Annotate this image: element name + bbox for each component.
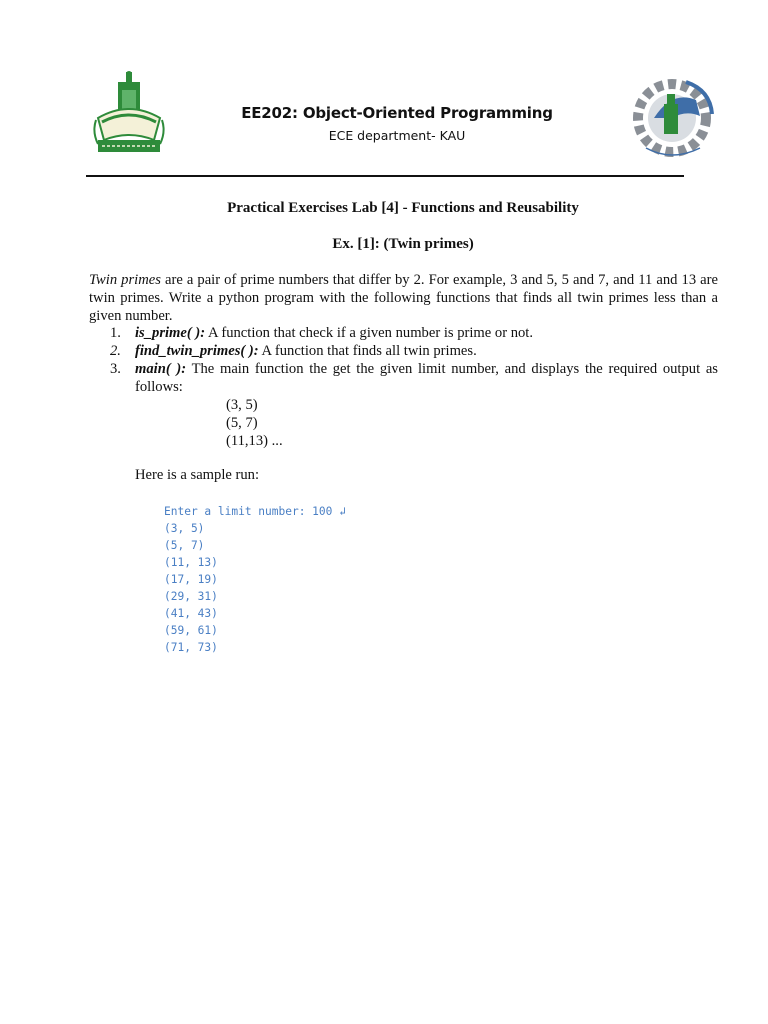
- console-line: (3, 5): [164, 522, 205, 535]
- intro-paragraph: [89, 271, 718, 325]
- console-line: (41, 43): [164, 607, 218, 620]
- list-item: [110, 342, 718, 360]
- list-number: 1.: [110, 325, 121, 341]
- function-name: is_prime( ):: [135, 325, 206, 341]
- example-pair: (3, 5): [226, 397, 258, 413]
- console-line: (59, 61): [164, 624, 218, 637]
- console-line: (5, 7): [164, 539, 205, 552]
- list-number: 2.: [110, 343, 121, 359]
- function-name: main( ):: [135, 361, 187, 377]
- sample-run-label: Here is a sample run:: [135, 467, 260, 483]
- sample-run-output: [164, 503, 346, 656]
- list-item: [110, 360, 718, 396]
- example-pair: (11,13) ...: [226, 433, 283, 449]
- console-line: (11, 13): [164, 556, 218, 569]
- exercise-title: Ex. [1]: (Twin primes): [332, 236, 474, 252]
- list-item: [110, 324, 718, 342]
- console-line: (71, 73): [164, 641, 218, 654]
- function-name: find_twin_primes( ):: [135, 343, 259, 359]
- console-line: (17, 19): [164, 573, 218, 586]
- function-desc: A function that check if a given number is prime or not.: [205, 325, 533, 341]
- function-list: [110, 324, 718, 396]
- intro-term: Twin primes: [89, 272, 161, 288]
- header-divider: [86, 175, 684, 177]
- function-desc: The main function the get the given limit number, and displays the required output as follows:: [135, 361, 718, 395]
- example-output: [226, 396, 283, 450]
- console-line: (29, 31): [164, 590, 218, 603]
- list-number: 3.: [110, 361, 121, 377]
- example-pair: (5, 7): [226, 415, 258, 431]
- intro-text: are a pair of prime numbers that differ by 2. For example, 3 and 5, 5 and 7, and 11 and 13 are twin primes. Write a python program with the following functions that finds all twin primes less than a given number.: [89, 272, 718, 324]
- function-desc: A function that finds all twin primes.: [258, 343, 477, 359]
- department-label: ECE department- KAU: [328, 128, 466, 143]
- console-line: Enter a limit number: 100 ↲: [164, 505, 346, 518]
- course-title: EE202: Object-Oriented Programming: [241, 104, 553, 122]
- lab-title: Practical Exercises Lab [4] - Functions and Reusability: [227, 200, 579, 216]
